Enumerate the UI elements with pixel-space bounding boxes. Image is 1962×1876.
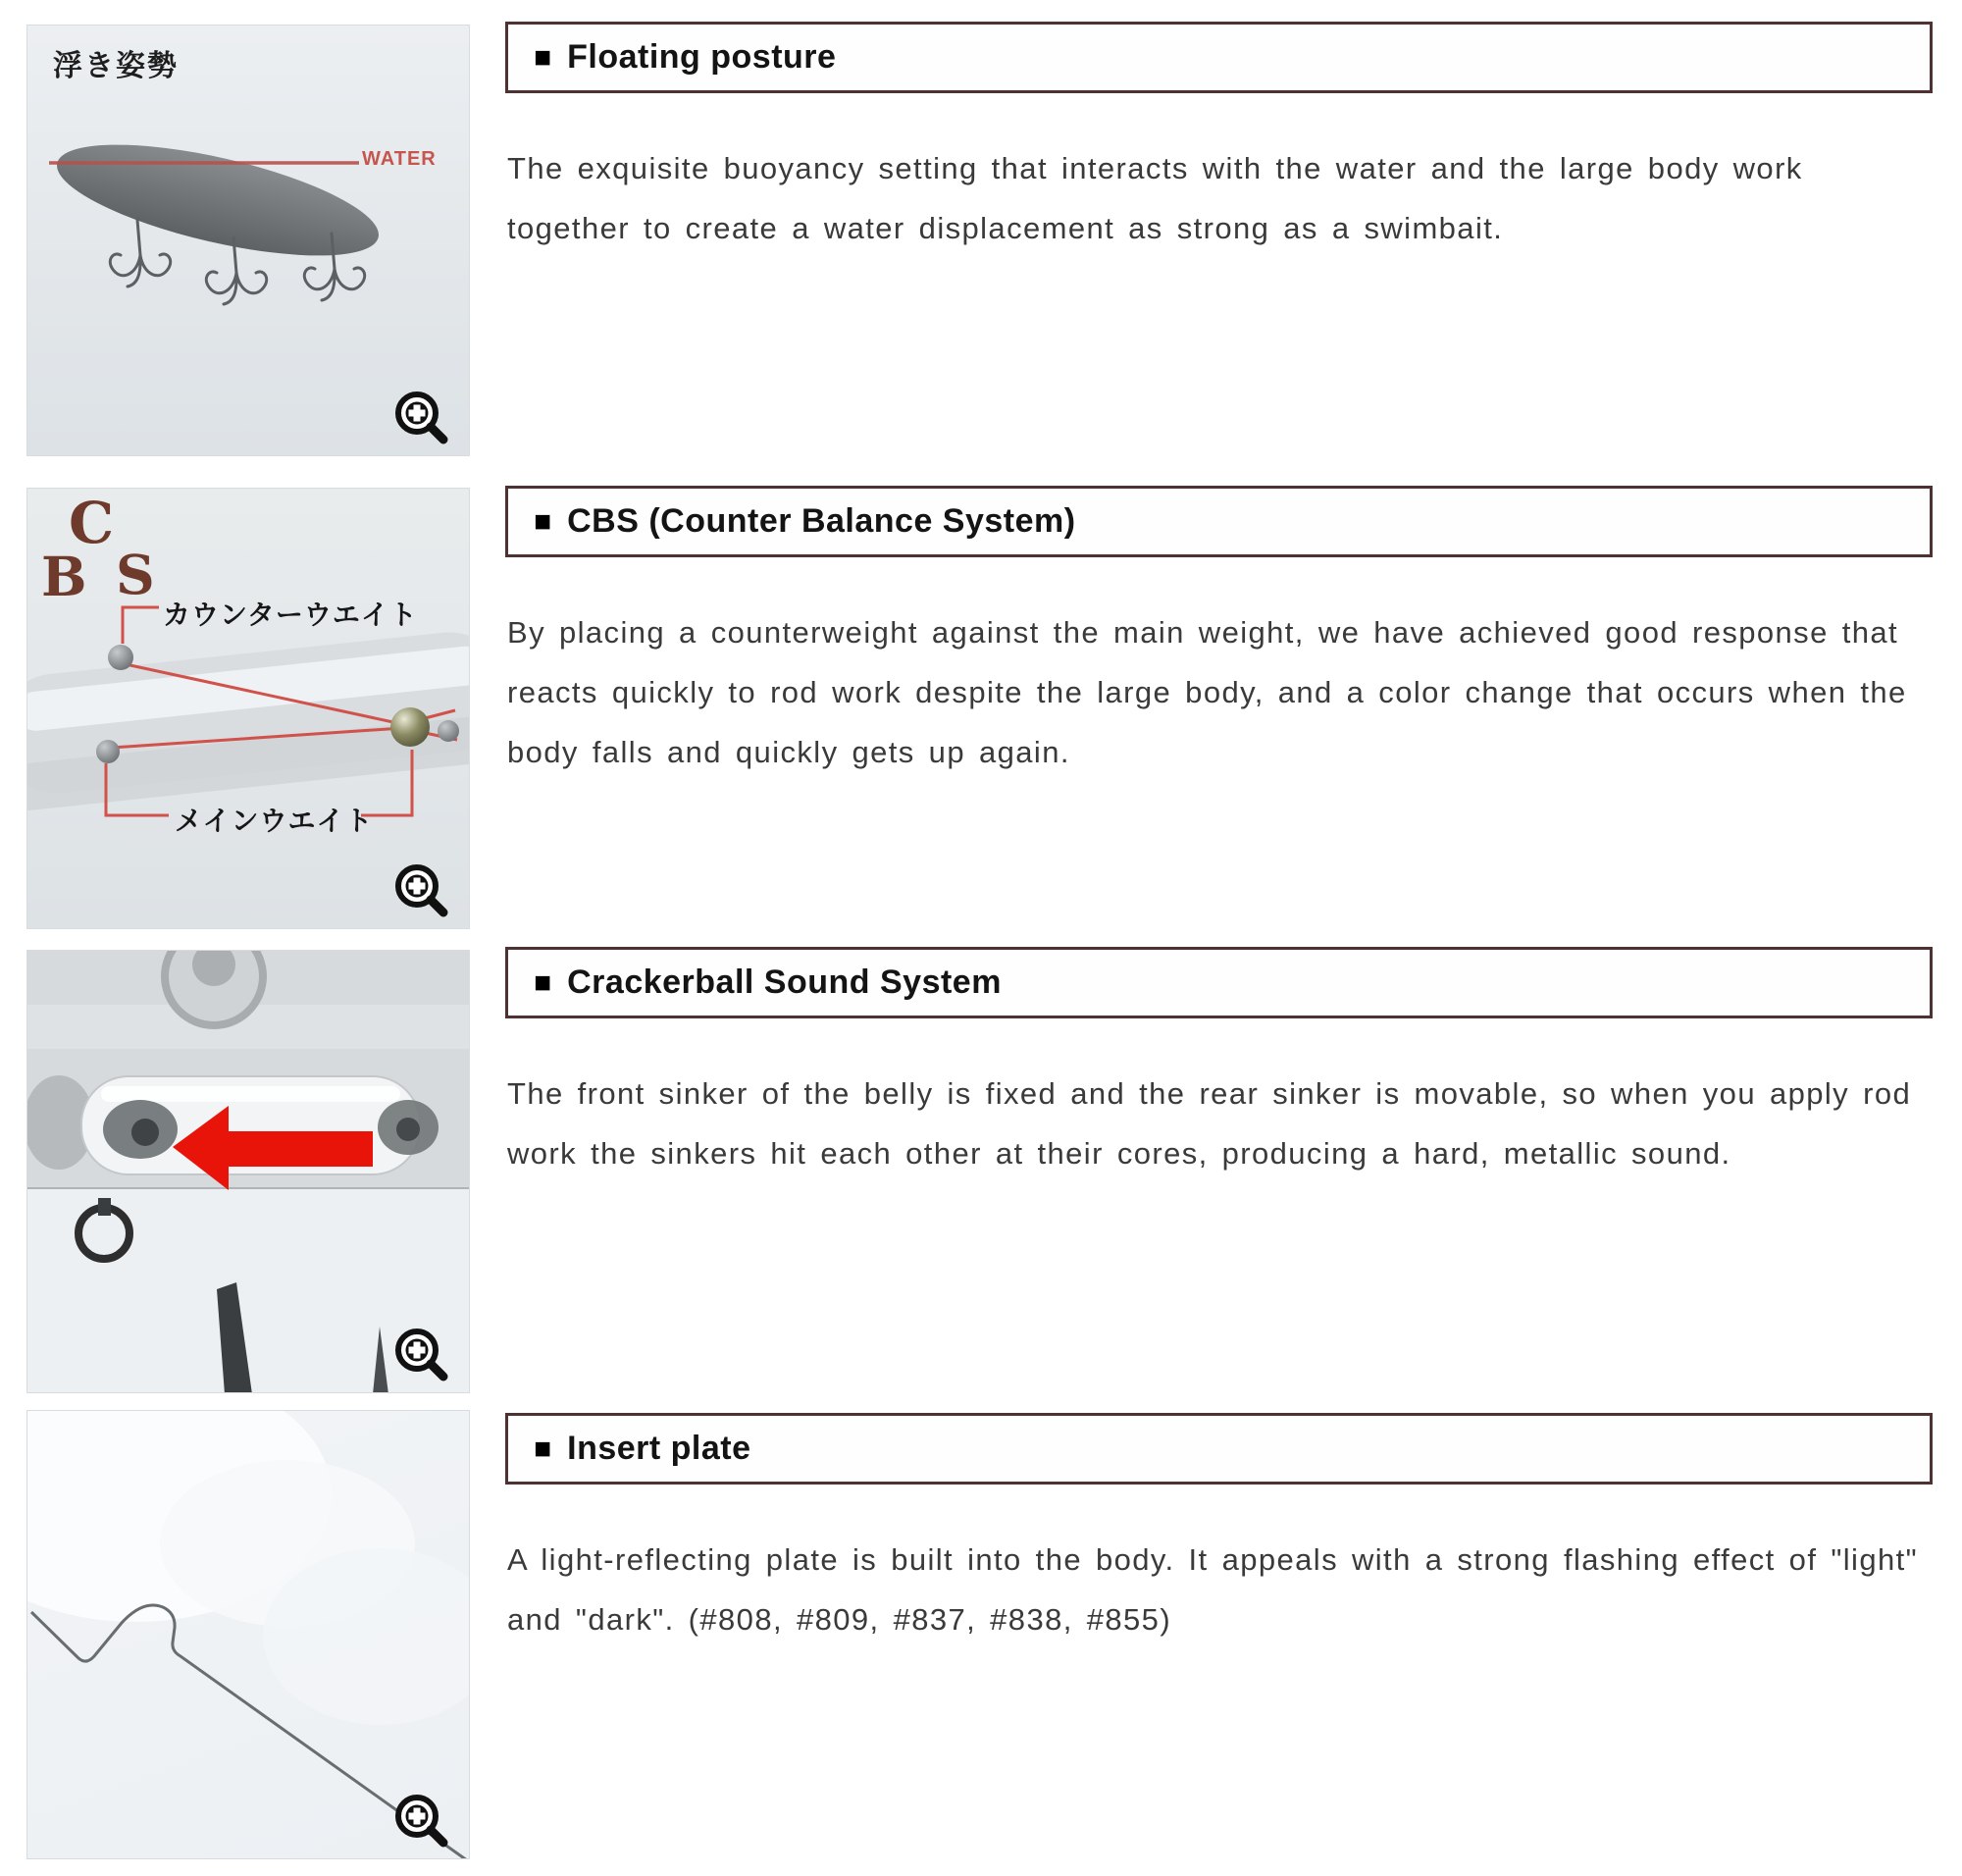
thumbnail-floating-posture[interactable] (26, 25, 470, 456)
counterweight-label: カウンターウエイト (163, 599, 418, 630)
hook-point (217, 1282, 252, 1393)
square-bullet-icon: ■ (534, 1432, 552, 1465)
counterweight-ball (108, 645, 133, 670)
floating-posture-header (505, 22, 1933, 93)
zoom-in-icon[interactable] (392, 861, 451, 920)
square-bullet-icon: ■ (534, 965, 552, 999)
thumbnail-crackerball[interactable] (26, 950, 470, 1393)
cbs-description: By placing a counterweight against the main weight, we have achieved good response that reacts quickly to rod work despite the large body, and a color change that occurs when the body falls and quickly gets up again. (507, 615, 1907, 769)
cbs-header (505, 486, 1933, 557)
cbs-letter-c: C (69, 490, 115, 556)
thumbnail-cbs[interactable] (26, 488, 470, 929)
floating-posture-description: The exquisite buoyancy setting that interacts with the water and the large body work together to create a water displacement as strong as a swimbait. (507, 151, 1803, 245)
water-label: WATER (362, 148, 437, 170)
square-bullet-icon: ■ (534, 504, 552, 538)
front-weight-ball (96, 740, 120, 763)
zoom-in-icon[interactable] (392, 1326, 451, 1384)
crackerball-content (505, 947, 1933, 1183)
thumbnail-insert-plate[interactable] (26, 1410, 470, 1859)
section-title: Floating posture (567, 38, 837, 76)
rear-small-ball (438, 720, 459, 742)
insert-plate-header (505, 1413, 1933, 1485)
zoom-in-icon[interactable] (392, 389, 451, 447)
square-bullet-icon: ■ (534, 40, 552, 74)
mainweight-label: メインウエイト (175, 806, 374, 836)
section-title: Insert plate (567, 1430, 751, 1467)
floating-posture-caption: 浮き姿勢 (53, 50, 179, 82)
floating-posture-content (505, 22, 1933, 258)
section-title: CBS (Counter Balance System) (567, 502, 1076, 540)
insert-plate-content (505, 1413, 1933, 1649)
cbs-letter-s: S (116, 543, 155, 606)
cbs-letter-b: B (41, 545, 87, 608)
main-weight-ball (390, 707, 430, 747)
hook-spike (373, 1327, 388, 1393)
crackerball-header (505, 947, 1933, 1018)
zoom-in-icon[interactable] (392, 1792, 451, 1850)
lure-body (48, 122, 388, 278)
section-title: Crackerball Sound System (567, 964, 1002, 1001)
crackerball-description: The front sinker of the belly is fixed and the rear sinker is movable, so when you apply rod work the sinkers hit each other at their cores, producing a hard, metallic sound. (507, 1076, 1912, 1171)
cbs-content (505, 486, 1933, 782)
insert-plate-description: A light-reflecting plate is built into the body. It appeals with a strong flashing effect of "light" and "dark". (#808, #809, #837, #838, #855) (507, 1542, 1919, 1637)
